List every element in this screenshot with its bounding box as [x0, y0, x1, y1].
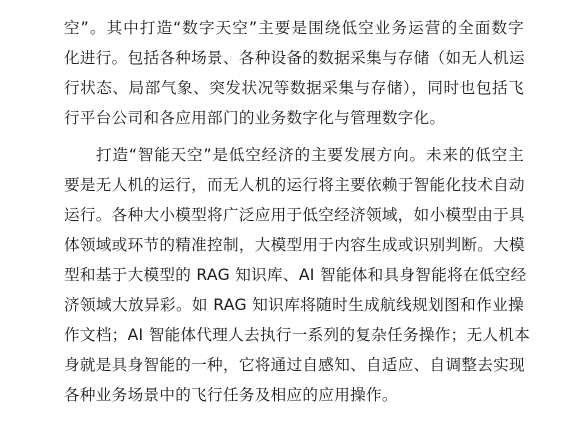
text-line: 体领域或环节的精准控制，大模型用于内容生成或识别判断。大模: [64, 236, 525, 254]
text-line: 身就是具身智能的一种，它将通过自感知、自适应、自调整去实现: [64, 356, 525, 374]
text-line: 打造“智能天空”是低空经济的主要发展方向。未来的低空主: [96, 146, 524, 164]
text-line: 要是无人机的运行，而无人机的运行将主要依赖于智能化技术自动: [64, 176, 525, 194]
text-line: 作文档；AI 智能体代理人去执行一系列的复杂任务操作；无人机本: [64, 326, 531, 344]
text-line: 各种业务场景中的飞行任务及相应的应用操作。: [64, 386, 398, 404]
text-line: 型和基于大模型的 RAG 知识库、AI 智能体和具身智能将在低空经: [64, 266, 527, 284]
text-line: 行平台公司和各应用部门的业务数字化与管理数字化。: [64, 109, 446, 127]
text-line: 济领域大放异彩。如 RAG 知识库将随时生成航线规划图和作业操: [64, 296, 524, 314]
text-line: 运行。各种大小模型将广泛应用于低空经济领域，如小模型由于具: [64, 206, 525, 224]
text-line: 化进行。包括各种场景、各种设备的数据采集与存储（如无人机运: [64, 49, 525, 67]
text-line: 行状态、局部气象、突发状况等数据采集与存储），同时也包括飞: [64, 79, 524, 97]
text-line: 空”。其中打造“数字天空”主要是围绕低空业务运营的全面数字: [64, 19, 524, 37]
